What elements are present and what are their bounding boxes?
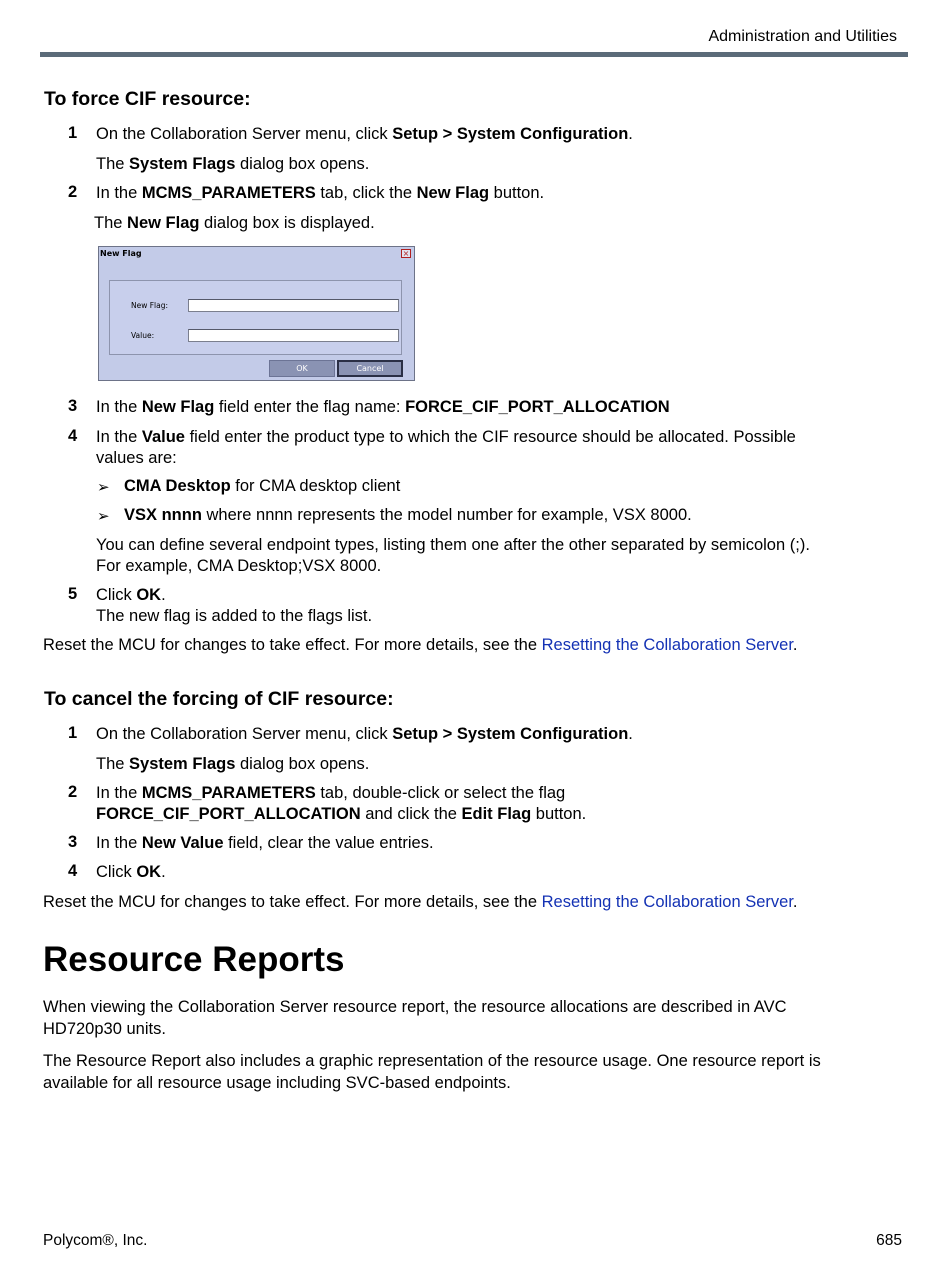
new-flag-input[interactable]: [188, 299, 399, 312]
paragraph: When viewing the Collaboration Server resource report, the resource allocations are described in AVC HD720p30 units.: [43, 998, 787, 1038]
header-rule: [40, 52, 908, 57]
step-text: On the Collaboration Server menu, click Setup > System Configuration.: [96, 125, 633, 143]
resource-reports-heading: Resource Reports: [43, 940, 345, 979]
step-text: On the Collaboration Server menu, click Setup > System Configuration.: [96, 725, 633, 743]
step-number: 5: [68, 585, 78, 603]
bullet-item: VSX nnnn where nnnn represents the model number for example, VSX 8000.: [124, 506, 692, 524]
running-header: Administration and Utilities: [708, 28, 897, 45]
step-text: In the MCMS_PARAMETERS tab, click the New Flag button.: [96, 184, 545, 202]
reset-note: Reset the MCU for changes to take effect. For more details, see the Resetting the Collaboration Server.: [43, 636, 798, 654]
step-number: 4: [68, 862, 78, 880]
bullet-item: CMA Desktop for CMA desktop client: [124, 477, 401, 495]
value-label: Value:: [131, 331, 155, 340]
step-text: Click OK. The new flag is added to the flags list.: [96, 586, 373, 625]
resetting-link[interactable]: Resetting the Collaboration Server: [541, 893, 793, 911]
step-note: The New Flag dialog box is displayed.: [94, 214, 375, 232]
bullet-arrow-icon: ➢: [97, 508, 110, 525]
new-flag-dialog: [98, 246, 415, 381]
step-text: In the MCMS_PARAMETERS tab, double-click or select the flag FORCE_CIF_PORT_ALLOCATION and click the Edit Flag button.: [96, 784, 587, 823]
paragraph: The Resource Report also includes a graphic representation of the resource usage. One resource report is available for all resource usage including SVC-based endpoints.: [43, 1052, 821, 1092]
step-note: The System Flags dialog box opens.: [96, 155, 370, 173]
step-number: 4: [68, 427, 78, 445]
close-icon[interactable]: ×: [402, 249, 410, 258]
step-text: In the New Value field, clear the value entries.: [96, 834, 434, 852]
footer-company: Polycom®, Inc.: [43, 1232, 148, 1249]
step-number: 1: [68, 724, 78, 742]
reset-note: Reset the MCU for changes to take effect. For more details, see the Resetting the Collaboration Server.: [43, 893, 798, 911]
cancel-button[interactable]: Cancel: [337, 360, 403, 377]
step-number: 3: [68, 397, 78, 415]
resetting-link[interactable]: Resetting the Collaboration Server: [541, 636, 793, 654]
step-text: In the Value field enter the product type to which the CIF resource should be allocated. Possible values are:: [96, 428, 796, 467]
step-note: You can define several endpoint types, listing them one after the other separated by semicolon (;). For example, CMA Desktop;VSX 8000.: [96, 536, 810, 575]
page-number: 685: [876, 1232, 902, 1249]
value-input[interactable]: [188, 329, 399, 342]
step-number: 1: [68, 124, 78, 142]
step-note: The System Flags dialog box opens.: [96, 755, 370, 773]
step-number: 2: [68, 183, 78, 201]
bullet-arrow-icon: ➢: [97, 479, 110, 496]
dialog-panel: [109, 280, 402, 355]
step-text: In the New Flag field enter the flag name: FORCE_CIF_PORT_ALLOCATION: [96, 398, 670, 416]
step-number: 2: [68, 783, 78, 801]
new-flag-label: New Flag:: [131, 301, 169, 310]
step-number: 3: [68, 833, 78, 851]
ok-button[interactable]: OK: [269, 360, 335, 377]
section-heading-force-cif: To force CIF resource:: [44, 88, 251, 110]
dialog-title: New Flag: [100, 249, 142, 258]
step-text: Click OK.: [96, 863, 166, 881]
section-heading-cancel-cif: To cancel the forcing of CIF resource:: [44, 688, 394, 710]
